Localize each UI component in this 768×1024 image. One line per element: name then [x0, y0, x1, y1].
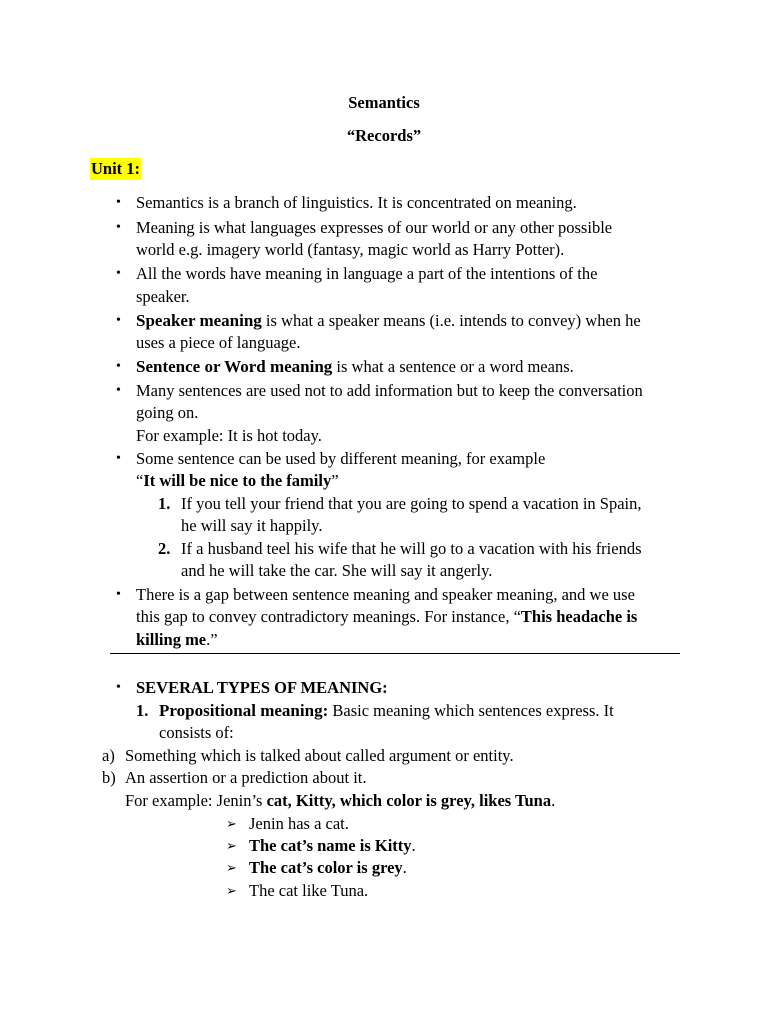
term-definition: Basic meaning which sentences express. It — [328, 701, 614, 720]
bullet-text — [136, 606, 637, 628]
list-item-text: and he will take the car. She will say it angerly. — [181, 561, 493, 580]
term-definition: is what a sentence or a word means. — [332, 357, 574, 376]
example-line — [125, 790, 555, 812]
arrow-item-end: . — [402, 858, 407, 877]
list-item-text: An assertion or a prediction about it. — [125, 768, 367, 787]
bullet-icon: • — [116, 313, 121, 328]
bullet-icon: • — [116, 680, 121, 695]
bullet-text: For example: It is hot today. — [136, 426, 322, 445]
bullet-icon: • — [116, 587, 121, 602]
arrow-item: The cat like Tuna. — [249, 881, 369, 900]
bullet-text — [136, 356, 574, 378]
arrow-item-bold: The cat’s color is grey — [249, 858, 403, 877]
list-item-text: consists of: — [159, 723, 234, 742]
bullet-text: going on. — [136, 403, 199, 422]
term-definition: is what a speaker means (i.e. intends to convey) when he — [261, 311, 641, 330]
arrow-item: Jenin has a cat. — [249, 814, 349, 833]
term-bold: Speaker meaning — [136, 311, 262, 330]
list-item-text: If a husband teel his wife that he will go to a vacation with his friends — [181, 539, 642, 558]
bullet-icon: • — [116, 451, 121, 466]
arrow-bullet-icon: ➢ — [226, 883, 237, 898]
quote-mark: ” — [331, 471, 339, 490]
list-number: 1. — [136, 701, 149, 720]
horizontal-divider — [110, 653, 680, 654]
bullet-text — [136, 310, 641, 332]
bullet-icon: • — [116, 266, 121, 281]
section-heading: SEVERAL TYPES OF MEANING: — [136, 678, 388, 697]
bullet-icon: • — [116, 359, 121, 374]
bullet-text-part: this gap to convey contradictory meanings. For instance, “ — [136, 607, 521, 626]
example-text: For example: Jenin’s — [125, 791, 267, 810]
bullet-text: All the words have meaning in language a part of the intentions of the — [136, 264, 598, 283]
arrow-bullet-icon: ➢ — [226, 860, 237, 875]
arrow-bullet-icon: ➢ — [226, 838, 237, 853]
document-subtitle: “Records” — [346, 126, 422, 145]
bullet-text: Meaning is what languages expresses of our world or any other possible — [136, 218, 613, 237]
quote-bold: This headache is — [520, 607, 638, 626]
arrow-bullet-icon: ➢ — [226, 816, 237, 831]
bullet-text: world e.g. imagery world (fantasy, magic world as Harry Potter). — [136, 240, 565, 259]
quote-bold: It will be nice to the family — [143, 471, 332, 490]
bullet-text-part: .” — [206, 630, 218, 649]
bullet-text: Semantics is a branch of linguistics. It is concentrated on meaning. — [136, 193, 577, 212]
term-bold: Sentence or Word meaning — [136, 357, 333, 376]
bullet-text: Many sentences are used not to add information but to keep the conversation — [136, 381, 643, 400]
arrow-item-bold: The cat’s name is Kitty — [249, 836, 412, 855]
bullet-icon: • — [116, 220, 121, 235]
bullet-text: uses a piece of language. — [136, 333, 301, 352]
bullet-text — [136, 629, 218, 651]
list-letter: a) — [102, 746, 115, 765]
arrow-item — [249, 857, 407, 879]
list-item-text — [159, 700, 614, 722]
example-text: . — [551, 791, 556, 810]
list-item-text: Something which is talked about called argument or entity. — [125, 746, 514, 765]
list-number: 2. — [158, 539, 171, 558]
unit-heading: Unit 1: — [91, 159, 141, 178]
bullet-icon: • — [116, 383, 121, 398]
term-bold: Propositional meaning: — [159, 701, 329, 720]
list-letter: b) — [102, 768, 116, 787]
document-title: Semantics — [348, 93, 420, 112]
list-number: 1. — [158, 494, 171, 513]
bullet-text: Some sentence can be used by different meaning, for example — [136, 449, 546, 468]
bullet-text: There is a gap between sentence meaning and speaker meaning, and we use — [136, 585, 635, 604]
list-item-text: he will say it happily. — [181, 516, 323, 535]
bullet-text: speaker. — [136, 287, 190, 306]
arrow-item — [249, 835, 416, 857]
bullet-icon: • — [116, 195, 121, 210]
example-quote — [136, 470, 339, 492]
quote-bold: killing me — [136, 630, 207, 649]
quote-mark: “ — [136, 471, 144, 490]
example-bold: cat, Kitty, which color is grey, likes Tuna — [266, 791, 552, 810]
arrow-item-end: . — [411, 836, 416, 855]
list-item-text: If you tell your friend that you are going to spend a vacation in Spain, — [181, 494, 642, 513]
